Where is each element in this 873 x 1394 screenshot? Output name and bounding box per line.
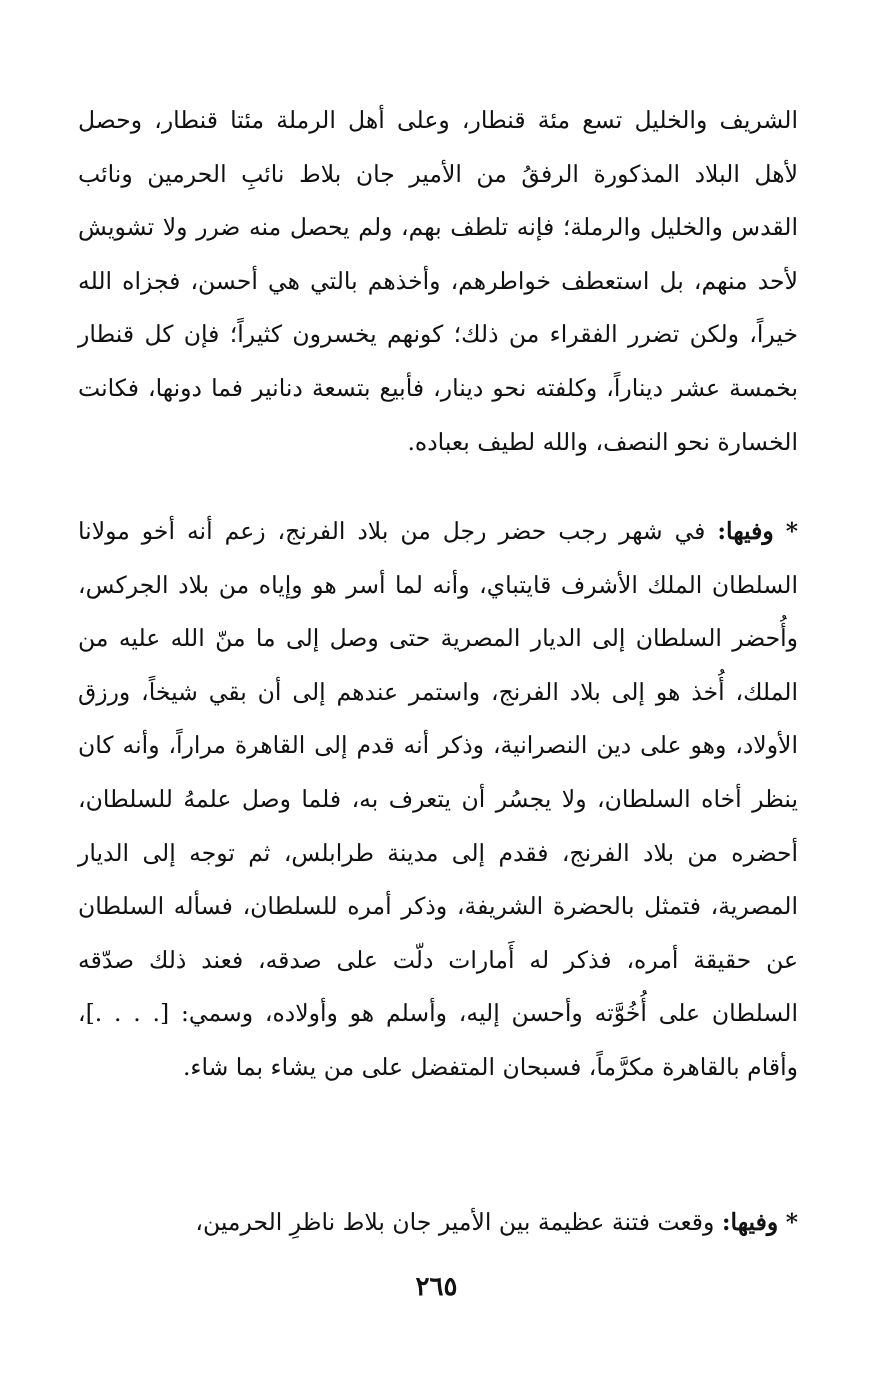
paragraph-bullet: *: [785, 1208, 798, 1236]
paragraph-text: وقعت فتنة عظيمة بين الأمير جان بلاط ناظرِ الحرمين،: [195, 1208, 715, 1236]
page-number: ٢٦٥: [415, 1272, 458, 1302]
paragraph-text: الشريف والخليل تسع مئة قنطار، وعلى أهل الرملة مئتا قنطار، وحصل لأهل البلاد المذكورة الرفقُ من الأمير جان بلاط نائبِ الحرمين ونائب القدس والخليل والرملة؛ فإنه تلطف بهم، ولم يحصل منه ضرر ولا تشويش لأحد منهم، بل استعطف خواطرهم، وأخذهم بالتي هي أحسن، فجزاه الله خيراً، ولكن تضرر الفقراء من ذلك؛ كونهم يخسرون كثيراً؛ فإن كل قنطار بخمسة عشر ديناراً، وكلفته نحو دينار، فأبيع بتسعة دنانير فما دونها، فكانت الخسارة نحو النصف، والله لطيف بعباده.: [78, 106, 798, 456]
paragraph-text: في شهر رجب حضر رجل من بلاد الفرنج، زعم أنه أخو مولانا السلطان الملك الأشرف قايتباي، وأنه لما أسر هو وإياه من بلاد الجركس، وأُحضر السلطان إلى الديار المصرية حتى وصل إلى ما منّ الله عليه من الملك، أُخذ هو إلى بلاد الفرنج، واستمر عندهم إلى أن بقي شيخاً، ورزق الأولاد، وهو على دين النصرانية، وذكر أنه قدم إلى القاهرة مراراً، وأنه كان ينظر أخاه السلطان، ولا يجسُر أن يتعرف به، فلما وصل علمهُ للسلطان، أحضره من بلاد الفرنج، فقدم إلى مدينة طرابلس، ثم توجه إلى الديار المصرية، فتمثل بالحضرة الشريفة، وذكر أمره للسلطان، فسأله السلطان عن حقيقة أمره، فذكر له أَمارات دلّت على صدقه، فعند ذلك صدّقه السلطان على أُخُوَّته وأحسن إليه، وأسلم هو وأولاده، وسمي: [. . . .]، وأقام بالقاهرة مكرَّماً، فسبحان المتفضل على من يشاء بما شاء.: [78, 517, 798, 1081]
paragraph-bullet: *: [785, 517, 798, 545]
paragraph-2: [78, 505, 798, 1095]
paragraph-3: [78, 1196, 798, 1250]
paragraph-1: [78, 94, 798, 469]
paragraph-lead: وفيها:: [721, 1208, 779, 1236]
paragraph-lead: وفيها:: [717, 517, 774, 545]
